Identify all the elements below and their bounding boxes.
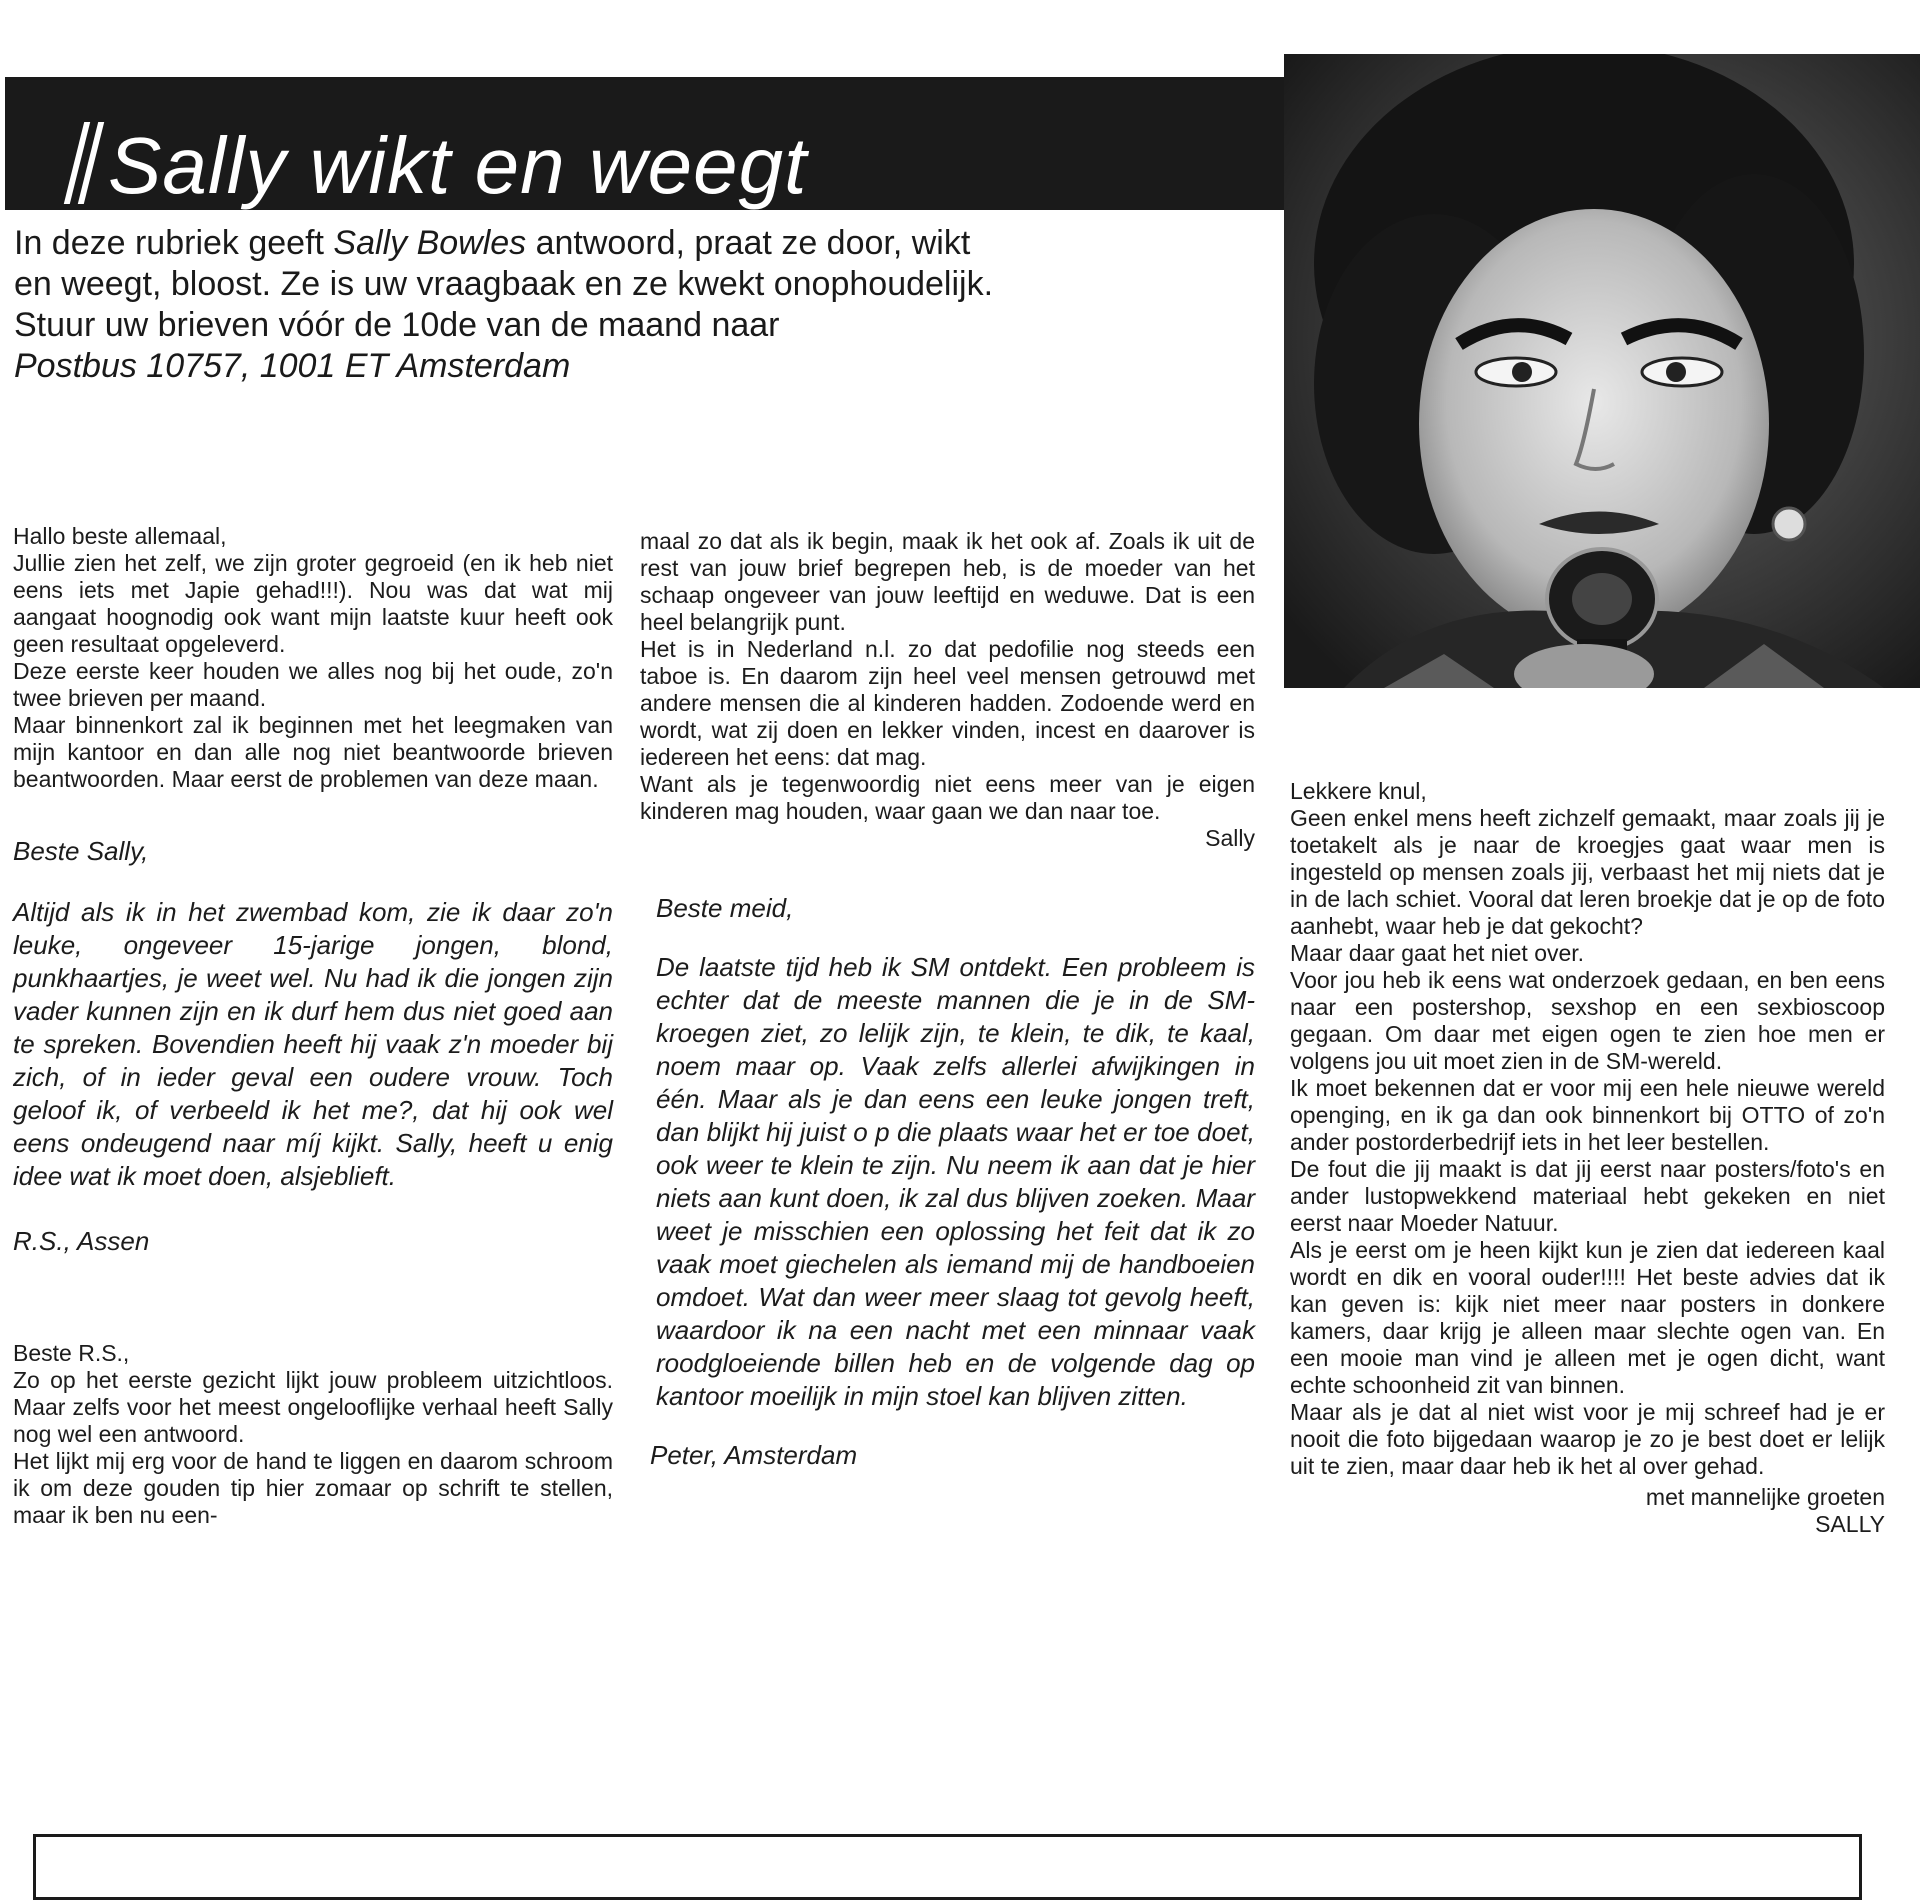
- editor-intro-paragraph: Jullie zien het zelf, we zijn groter gegroeid (en ik heb niet eens iets met Japie gehad!!!). Nou was dat wat mij aangaat hoognodig ook want mijn laatste kuur heeft ook geen resultaat opgeleverd.: [13, 550, 613, 657]
- letter-1-salutation: Beste Sally,: [13, 836, 149, 866]
- double-slash-icon: [60, 120, 108, 212]
- reply-2-salutation: Lekkere knul,: [1290, 778, 1427, 804]
- column-2: [640, 528, 1255, 1472]
- reply-2-paragraph-3: Voor jou heb ik eens wat onderzoek gedaan, en ben eens naar een postershop, sexshop en een sexbioscoop gegaan. Om daar met eigen ogen te zien hoe men er volgens jou uit moet zien in de SM-wereld.: [1290, 967, 1885, 1074]
- column-1: [13, 523, 613, 1529]
- letter-2-signature: Peter, Amsterdam: [650, 1440, 858, 1470]
- intro: [14, 223, 1284, 387]
- letter-2-body: De laatste tijd heb ik SM ontdekt. Een probleem is echter dat de meeste mannen die je in de SM-kroegen ziet, zo lelijk zijn, te klein, te dik, te kaal, noem maar op. Vaak zelfs allerlei afwijkingen in één. Maar als je dan eens een leuke jongen treft, dan blijkt hij juist o p die plaats waar het er toe doet, ook weer te klein te zijn. Nu neem ik aan dat je hier niets aan kunt doen, ik zal dus blijven zoeken. Maar weet je misschien een oplossing het feit dat ik zo vaak moet giechelen als iemand mij de handboeien omdoet. Wat dan weer meer slaag tot gevolg heeft, waardoor ik na een nacht met een minnaar vaak roodgloeiende billen heb en de volgende dag op kantoor moeilijk in mijn stoel kan blijven zitten.: [656, 952, 1255, 1411]
- reply-1-continued: maal zo dat als ik begin, maak ik het ook af. Zoals ik uit de rest van jouw brief begrepen heb, is de moeder van het schaap ongeveer van jouw leeftijd en weduwe. Dat is een heel belangrijk punt.: [640, 528, 1255, 635]
- reply-1-paragraph-4: Want als je tegenwoordig niet eens meer van je eigen kinderen mag houden, waar gaan we dan naar toe.: [640, 771, 1255, 824]
- columnist-portrait-image: [1284, 54, 1920, 688]
- reply-2-paragraph-7: Maar als je dat al niet wist voor je mij schreef had je er nooit die foto bijgedaan waarop je zo je best doet er lelijk uit te zien, maar daar heb ik het al over gehad.: [1290, 1399, 1885, 1479]
- intro-columnist-name: Sally Bowles: [333, 224, 527, 262]
- intro-line-3: Stuur uw brieven vóór de 10de van de maand naar: [14, 306, 780, 344]
- intro-line-2: en weegt, bloost. Ze is uw vraagbaak en ze kwekt onophoudelijk.: [14, 265, 994, 303]
- reply-2-paragraph-2: Maar daar gaat het niet over.: [1290, 940, 1585, 966]
- editor-paragraph-3: Maar binnenkort zal ik beginnen met het leegmaken van mijn kantoor en dan alle nog niet beantwoorde brieven beantwoorden. Maar eerst de problemen van deze maan.: [13, 712, 613, 792]
- letter-1-signature: R.S., Assen: [13, 1226, 150, 1256]
- reply-2-closing: met mannelijke groeten: [1645, 1484, 1885, 1510]
- bottom-frame: [33, 1834, 1862, 1900]
- reply-1-salutation: Beste R.S.,: [13, 1340, 130, 1366]
- reply-2-paragraph-4: Ik moet bekennen dat er voor mij een hele nieuwe wereld openging, en ik ga dan ook binnenkort bij OTTO of zo'n ander postorderbedrijf iets in het leer bestellen.: [1290, 1075, 1885, 1155]
- reply-1-signature: Sally: [1205, 825, 1255, 851]
- reply-2-paragraph-6: Als je eerst om je heen kijkt kun je zien dat iedereen kaal wordt en dik en vooral ouder!!!! Het beste advies dat ik kan geven is: kijk niet meer naar posters in donkere kamers, daar krijg je alleen maar slechte ogen van. En een mooie man vind je alleen met je ogen dicht, want echte schoonheid zit van binnen.: [1290, 1237, 1885, 1398]
- intro-line-1: [14, 223, 1284, 264]
- letter-1-body: Altijd als ik in het zwembad kom, zie ik daar zo'n leuke, ongeveer 15-jarige jongen, blond, punkhaartjes, je weet wel. Nu had ik die jongen zijn vader kunnen zijn en ik durf hem dus niet goed aan te spreken. Bovendien heeft hij vaak z'n moeder bij zich, of in ieder geval een oudere vrouw. Toch geloof ik, of verbeeld ik het me?, dat hij ook wel eens ondeugend naar míj kijkt. Sally, heeft u enig idee wat ik moet doen, alsjeblieft.: [13, 897, 613, 1191]
- reply-1-paragraph-3: Het is in Nederland n.l. zo dat pedofilie nog steeds een taboe is. En daarom zijn heel veel mensen getrouwd met andere mensen die al kinderen hadden. Zodoende werd en wordt, wat zij doen en lekker vinden, incest en daarover is iedereen het eens: dat mag.: [640, 636, 1255, 770]
- greeting: Hallo beste allemaal,: [13, 523, 227, 549]
- intro-address: [14, 346, 1284, 387]
- intro-line-1-b: antwoord, praat ze door, wikt: [526, 224, 971, 262]
- column-3: [1290, 778, 1885, 1538]
- letter-2-salutation: Beste meid,: [656, 893, 794, 923]
- intro-address-text: Postbus 10757, 1001 ET Amsterdam: [14, 347, 571, 385]
- intro-line-1-a: In deze rubriek geeft: [14, 224, 334, 262]
- page-title-text: Sally wikt en weegt: [108, 121, 808, 210]
- editor-paragraph-2: Deze eerste keer houden we alles nog bij het oude, zo'n twee brieven per maand.: [13, 658, 613, 711]
- page-title: [60, 120, 807, 212]
- columnist-photo: [1284, 54, 1920, 688]
- reply-2-signature: SALLY: [1815, 1511, 1885, 1537]
- reply-1-paragraph-1: Zo op het eerste gezicht lijkt jouw probleem uitzichtloos. Maar zelfs voor het meest ongelooflijke verhaal heeft Sally nog wel een antwoord.: [13, 1367, 613, 1447]
- reply-2-paragraph-5: De fout die jij maakt is dat jij eerst naar posters/foto's en ander lustopwekkend materiaal hebt gekeken en niet eerst naar Moeder Natuur.: [1290, 1156, 1885, 1236]
- reply-1-paragraph-2: Het lijkt mij erg voor de hand te liggen en daarom schroom ik om deze gouden tip hier zomaar op schrift te stellen, maar ik ben nu een-: [13, 1448, 613, 1528]
- reply-2-paragraph-1: Geen enkel mens heeft zichzelf gemaakt, maar zoals jij je toetakelt als je naar de kroegjes gaat waar men is ingesteld op mensen zoals jij, verbaast het mij niets dat je in de lach schiet. Vooral dat leren broekje dat je op de foto aanhebt, waar heb je dat gekocht?: [1290, 805, 1885, 939]
